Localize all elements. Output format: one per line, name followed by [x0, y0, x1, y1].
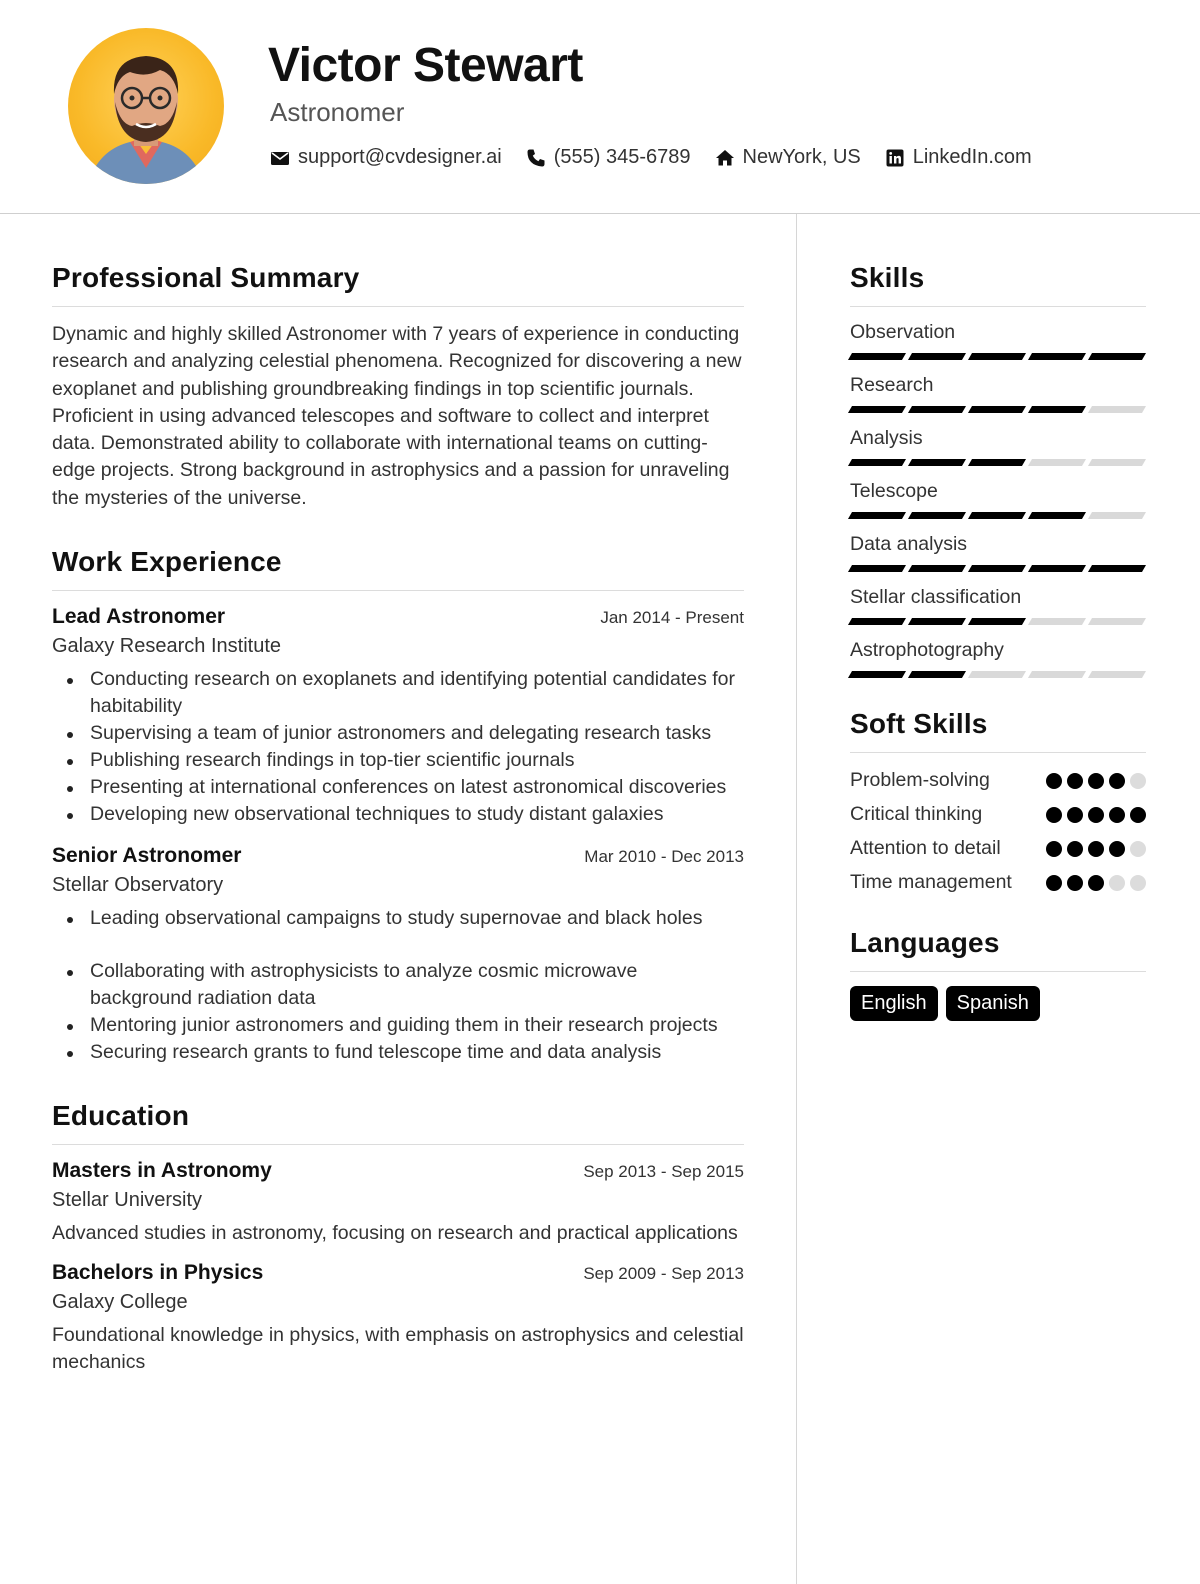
linkedin-text: LinkedIn.com [912, 146, 1032, 168]
email-text: support@cvdesigner.ai [298, 146, 502, 168]
main-column [52, 262, 744, 1390]
soft-skill-item [850, 801, 1146, 827]
envelope-icon [270, 148, 290, 168]
skill-level-segment [1088, 353, 1146, 360]
soft-skills-list [850, 767, 1146, 895]
bullet-item: Publishing research findings in top-tier scientific journals [52, 747, 744, 774]
rating-dot [1067, 841, 1083, 857]
job-title: Senior Astronomer [52, 844, 242, 868]
skill-level-bar [850, 565, 1146, 572]
skill-level-segment [908, 512, 966, 519]
skill-level-segment [848, 671, 906, 678]
language-tag: English [850, 986, 938, 1021]
soft-skill-rating [1046, 807, 1146, 823]
bullet-item: Developing new observational techniques to study distant galaxies [52, 801, 744, 828]
rating-dot [1046, 841, 1062, 857]
skills-list [850, 321, 1146, 678]
skill-level-segment [1088, 459, 1146, 466]
bullet-item: Conducting research on exoplanets and identifying potential candidates for habitability [52, 666, 744, 720]
job-organization: Galaxy Research Institute [52, 635, 281, 658]
soft-skill-item [850, 835, 1146, 861]
skill-name: Astrophotography [850, 639, 1004, 661]
skill-level-bar [850, 406, 1146, 413]
education-date: Sep 2013 - Sep 2015 [583, 1162, 744, 1182]
skill-level-segment [1028, 565, 1086, 572]
skill-level-bar [850, 459, 1146, 466]
rating-dot [1088, 841, 1104, 857]
soft-skill-name: Problem-solving [850, 769, 990, 791]
job-entry [52, 844, 744, 1066]
resume-header [0, 0, 1200, 214]
skill-level-segment [1028, 459, 1086, 466]
bullet-item: Collaborating with astrophysicists to analyze cosmic microwave background radiation data [52, 958, 744, 1012]
contact-linkedin[interactable] [885, 146, 1032, 169]
job-date: Jan 2014 - Present [600, 608, 744, 628]
education-entry [52, 1159, 744, 1247]
language-tag: Spanish [946, 986, 1040, 1021]
bullet-item: Leading observational campaigns to study supernovae and black holes [52, 905, 744, 932]
home-icon [715, 148, 735, 168]
skill-level-segment [968, 618, 1026, 625]
contact-phone[interactable] [526, 146, 691, 169]
job-date: Mar 2010 - Dec 2013 [584, 847, 744, 867]
skill-level-segment [968, 512, 1026, 519]
skill-name: Data analysis [850, 533, 968, 555]
skill-level-segment [1088, 618, 1146, 625]
rating-dot [1046, 807, 1062, 823]
soft-skill-name: Critical thinking [850, 803, 983, 825]
education-entry [52, 1261, 744, 1376]
contact-email[interactable] [270, 146, 502, 169]
rating-dot [1067, 773, 1083, 789]
bullet-item: Presenting at international conferences on latest astronomical discoveries [52, 774, 744, 801]
side-column [850, 262, 1146, 1021]
summary-title: Professional Summary [52, 262, 744, 307]
degree-title: Bachelors in Physics [52, 1261, 264, 1285]
rating-dot [1130, 875, 1146, 891]
rating-dot [1046, 773, 1062, 789]
rating-dot [1067, 807, 1083, 823]
skill-item [850, 480, 1146, 519]
soft-skills-title: Soft Skills [850, 708, 1146, 753]
skill-name: Research [850, 374, 934, 396]
summary-text: Dynamic and highly skilled Astronomer with 7 years of experience in conducting research and analyzing celestial phenomena. Recognized for discovering a new exoplanet and publishing groundbreaking findings in top scientific journals. Proficient in using advanced telescopes and software to collect and interpret data. Demonstrated ability to collaborate with international teams on cutting-edge projects. Strong background in astrophysics and a passion for unraveling the mysteries of the universe. [52, 323, 742, 509]
contact-location [715, 146, 861, 169]
skill-level-segment [968, 406, 1026, 413]
skill-level-segment [848, 565, 906, 572]
rating-dot [1088, 875, 1104, 891]
skill-level-segment [908, 671, 966, 678]
job-organization: Stellar Observatory [52, 874, 224, 897]
skill-level-segment [1088, 671, 1146, 678]
education-description: Foundational knowledge in physics, with emphasis on astrophysics and celestial mechanics [52, 1324, 744, 1374]
skill-level-segment [1088, 512, 1146, 519]
bullet-item: Supervising a team of junior astronomers and delegating research tasks [52, 720, 744, 747]
job-bullets [52, 905, 744, 1066]
soft-skill-rating [1046, 841, 1146, 857]
skill-level-segment [1028, 671, 1086, 678]
rating-dot [1067, 875, 1083, 891]
skill-level-segment [968, 565, 1026, 572]
skill-level-segment [908, 459, 966, 466]
location-text: NewYork, US [742, 146, 861, 168]
job-title: Lead Astronomer [52, 605, 226, 629]
linkedin-icon [885, 148, 905, 168]
skill-level-segment [1028, 406, 1086, 413]
skill-level-segment [908, 565, 966, 572]
bullet-item: Mentoring junior astronomers and guiding them in their research projects [52, 1012, 744, 1039]
skill-level-segment [1028, 353, 1086, 360]
column-divider [796, 214, 797, 1584]
rating-dot [1109, 807, 1125, 823]
rating-dot [1088, 773, 1104, 789]
skill-level-bar [850, 671, 1146, 678]
skill-item [850, 639, 1146, 678]
skill-item [850, 427, 1146, 466]
rating-dot [1130, 807, 1146, 823]
rating-dot [1046, 875, 1062, 891]
phone-text: (555) 345-6789 [553, 146, 691, 168]
education-title: Education [52, 1100, 744, 1145]
degree-title: Masters in Astronomy [52, 1159, 272, 1183]
skill-level-segment [1028, 618, 1086, 625]
skill-level-segment [1088, 565, 1146, 572]
candidate-name: Victor Stewart [268, 39, 583, 92]
languages-list [850, 986, 1146, 1021]
skill-name: Observation [850, 321, 956, 343]
school-name: Galaxy College [52, 1291, 188, 1314]
rating-dot [1088, 807, 1104, 823]
soft-skill-item [850, 767, 1146, 793]
skill-level-bar [850, 512, 1146, 519]
skills-title: Skills [850, 262, 1146, 307]
skill-item [850, 321, 1146, 360]
soft-skill-rating [1046, 875, 1146, 891]
soft-skill-item [850, 869, 1146, 895]
rating-dot [1130, 841, 1146, 857]
skill-level-segment [908, 406, 966, 413]
skill-level-segment [908, 353, 966, 360]
rating-dot [1130, 773, 1146, 789]
experience-title: Work Experience [52, 546, 744, 591]
soft-skill-rating [1046, 773, 1146, 789]
skill-level-segment [848, 459, 906, 466]
skill-name: Analysis [850, 427, 923, 449]
skill-level-bar [850, 618, 1146, 625]
profile-photo [68, 28, 224, 184]
skill-name: Stellar classification [850, 586, 1022, 608]
soft-skill-name: Time management [850, 871, 1012, 893]
candidate-role: Astronomer [270, 97, 405, 127]
soft-skill-name: Attention to detail [850, 837, 1001, 859]
skill-level-segment [848, 618, 906, 625]
rating-dot [1109, 773, 1125, 789]
skill-level-segment [968, 353, 1026, 360]
skill-name: Telescope [850, 480, 938, 502]
skill-level-segment [908, 618, 966, 625]
skill-item [850, 586, 1146, 625]
skill-level-segment [968, 671, 1026, 678]
rating-dot [1109, 841, 1125, 857]
school-name: Stellar University [52, 1189, 203, 1212]
education-date: Sep 2009 - Sep 2013 [583, 1264, 744, 1284]
skill-level-segment [1088, 406, 1146, 413]
education-description: Advanced studies in astronomy, focusing on research and practical applications [52, 1222, 738, 1245]
contact-bar [270, 146, 1056, 169]
skill-item [850, 533, 1146, 572]
skill-item [850, 374, 1146, 413]
skill-level-segment [848, 406, 906, 413]
phone-icon [526, 148, 546, 168]
skill-level-segment [848, 512, 906, 519]
job-entry [52, 605, 744, 828]
bullet-item: Securing research grants to fund telescope time and data analysis [52, 1039, 744, 1066]
skill-level-segment [968, 459, 1026, 466]
skill-level-bar [850, 353, 1146, 360]
languages-title: Languages [850, 927, 1146, 972]
rating-dot [1109, 875, 1125, 891]
skill-level-segment [1028, 512, 1086, 519]
skill-level-segment [848, 353, 906, 360]
job-bullets [52, 666, 744, 828]
